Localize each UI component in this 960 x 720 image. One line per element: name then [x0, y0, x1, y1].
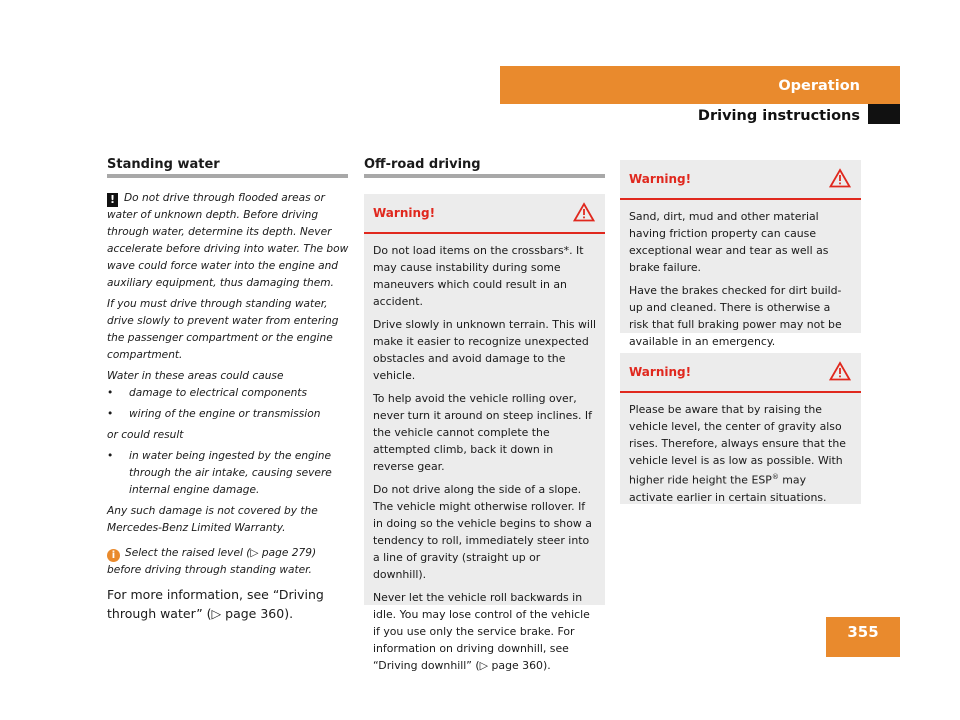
- warning-box: [620, 353, 861, 504]
- warning-paragraph: Sand, dirt, mud and other material having friction property can cause exceptional wear and tear as well as brake failure.: [629, 210, 829, 274]
- heading-rule: [364, 174, 605, 178]
- warning-paragraph: To help avoid the vehicle rolling over, never turn it around on steep inclines. If the vehicle cannot complete the attempted climb, back it down in reverse gear.: [373, 392, 592, 473]
- warning-box: [364, 194, 605, 672]
- info-text: Select the raised level (▷ page 279) before driving through standing water.: [107, 547, 317, 576]
- list-item: • wiring of the engine or transmission: [107, 406, 350, 423]
- header-marker: [868, 104, 900, 124]
- warning-label: Warning!: [629, 172, 692, 186]
- note-paragraph: Do not drive through flooded areas or water of unknown depth. Before driving through water, determine its depth. Never accelerate before driving into water. The bow wave could force water into the engine and auxiliary equipment, thus damaging them.: [107, 192, 349, 289]
- warning-paragraph: Never let the vehicle roll backwards in idle. You may lose control of the vehicle if you use only the service brake. For information on driving downhill, see “Driving downhill” (▷ page 360).: [373, 591, 590, 672]
- warning-paragraph: [629, 401, 852, 506]
- caution-icon: !: [107, 193, 118, 207]
- warning-label: Warning!: [629, 365, 692, 379]
- warning-paragraph: Do not load items on the crossbars*. It may cause instability during some maneuvers which could result in an accident.: [373, 244, 584, 308]
- note-paragraph: If you must drive through standing water, drive slowly to prevent water from entering the passenger compartment or the engine compartment.: [107, 298, 339, 361]
- off-road-heading: Off-road driving: [364, 157, 481, 172]
- warning-header: [620, 353, 861, 393]
- warning-body: [620, 200, 861, 362]
- note-paragraph: or could result: [107, 429, 184, 441]
- warning-body: [364, 234, 605, 686]
- warning-header: [620, 160, 861, 200]
- warning-text: may activate earlier in certain situations.: [629, 473, 827, 504]
- list-item: • damage to electrical components: [107, 385, 350, 402]
- warning-body: [620, 393, 861, 518]
- note-paragraph: Any such damage is not covered by the Mercedes-Benz Limited Warranty.: [107, 505, 318, 534]
- page-number-box: [826, 617, 900, 657]
- warning-triangle-icon: [829, 168, 851, 192]
- page-number: 355: [847, 623, 879, 641]
- page-title: Driving instructions: [697, 108, 860, 124]
- registered-mark: ®: [771, 473, 779, 481]
- warning-box: [620, 160, 861, 348]
- warning-triangle-icon: [829, 361, 851, 385]
- warning-paragraph: Do not drive along the side of a slope. The vehicle might otherwise rollover. If in doing so the vehicle begins to show a tendency to roll, immediately steer into a line of gravity (straight up or downhill).: [373, 483, 592, 581]
- heading-rule: [107, 174, 348, 178]
- standing-water-note: [107, 190, 350, 623]
- more-info-text: For more information, see “Driving through water” (▷ page 360).: [107, 587, 324, 621]
- warning-header: [364, 194, 605, 234]
- warning-label: Warning!: [373, 206, 436, 220]
- standing-water-heading: Standing water: [107, 157, 220, 172]
- warning-triangle-icon: [573, 202, 595, 226]
- warning-paragraph: Drive slowly in unknown terrain. This will make it easier to recognize unexpected obstacles and avoid damage to the vehicle.: [373, 318, 596, 382]
- list-item: • in water being ingested by the engine through the air intake, causing severe internal engine damage.: [107, 448, 350, 499]
- note-paragraph: Water in these areas could cause: [107, 370, 284, 382]
- warning-paragraph: Have the brakes checked for dirt build-up and cleaned. There is otherwise a risk that full braking power may not be available in an emergency.: [629, 284, 842, 348]
- info-icon: i: [107, 549, 120, 562]
- section-title: Operation: [778, 78, 860, 94]
- warning-text: Please be aware that by raising the vehicle level, the center of gravity also rises. Therefore, always ensure that the vehicle level is as low as possible. With higher ride height the ESP: [629, 403, 846, 487]
